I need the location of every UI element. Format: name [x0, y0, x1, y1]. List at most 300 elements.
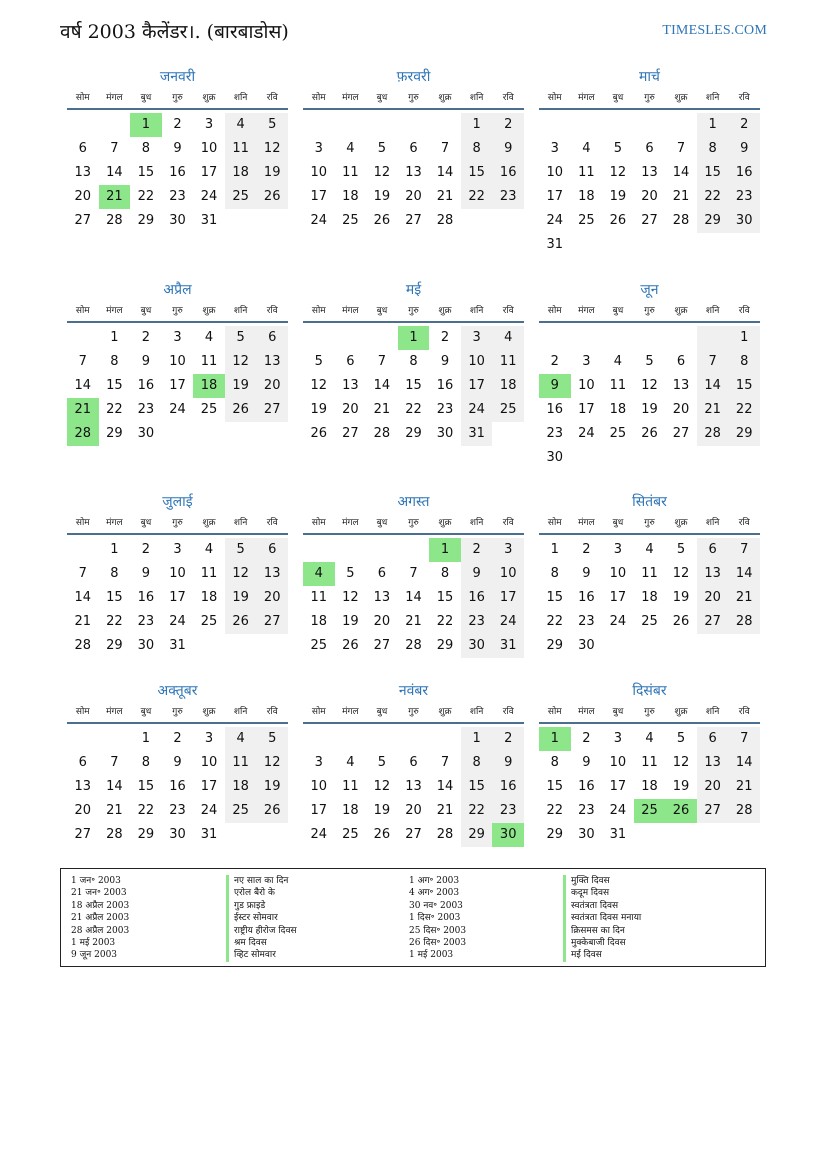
day-cell[interactable]: 7 [78, 566, 87, 581]
day-cell[interactable]: 10 [461, 350, 493, 374]
day-cell[interactable]: 11 [225, 751, 257, 775]
day-cell[interactable]: 3 [314, 141, 323, 156]
day-cell[interactable]: 2 [492, 727, 524, 751]
holiday-day-cell[interactable]: 9 [539, 374, 571, 398]
holiday-day-cell[interactable]: 1 [429, 538, 461, 562]
day-cell[interactable]: 21 [697, 398, 729, 422]
day-cell[interactable]: 17 [578, 402, 595, 417]
day-cell[interactable]: 1 [728, 326, 760, 350]
day-cell[interactable]: 29 [106, 426, 123, 441]
day-cell[interactable]: 31 [200, 827, 218, 842]
day-cell[interactable]: 25 [225, 185, 257, 209]
day-cell[interactable]: 13 [405, 779, 422, 794]
day-cell[interactable]: 11 [641, 755, 658, 770]
day-cell[interactable]: 20 [697, 586, 729, 610]
holiday-day-cell[interactable]: 21 [67, 398, 99, 422]
day-cell[interactable]: 15 [106, 378, 123, 393]
day-cell[interactable]: 19 [373, 189, 391, 204]
day-cell[interactable]: 28 [436, 827, 454, 842]
day-cell[interactable]: 19 [609, 189, 627, 204]
day-cell[interactable]: 1 [461, 727, 493, 751]
day-cell[interactable]: 12 [225, 562, 257, 586]
day-cell[interactable]: 23 [169, 803, 186, 818]
day-cell[interactable]: 26 [373, 213, 391, 228]
day-cell[interactable]: 29 [137, 213, 155, 228]
day-cell[interactable]: 27 [256, 610, 288, 634]
day-cell[interactable]: 30 [169, 827, 186, 842]
day-cell[interactable]: 23 [578, 614, 595, 629]
day-cell[interactable]: 26 [609, 213, 627, 228]
day-cell[interactable]: 26 [672, 614, 690, 629]
day-cell[interactable]: 17 [169, 378, 186, 393]
day-cell[interactable]: 13 [74, 165, 92, 180]
day-cell[interactable]: 12 [672, 755, 690, 770]
day-cell[interactable]: 21 [106, 803, 123, 818]
day-cell[interactable]: 10 [169, 566, 186, 581]
day-cell[interactable]: 15 [461, 161, 493, 185]
day-cell[interactable]: 15 [546, 779, 564, 794]
day-cell[interactable]: 5 [613, 141, 623, 156]
day-cell[interactable]: 2 [173, 117, 182, 132]
day-cell[interactable]: 5 [676, 731, 686, 746]
day-cell[interactable]: 16 [492, 161, 524, 185]
day-cell[interactable]: 10 [200, 755, 218, 770]
day-cell[interactable]: 6 [697, 538, 729, 562]
day-cell[interactable]: 20 [641, 189, 658, 204]
day-cell[interactable]: 31 [200, 213, 218, 228]
day-cell[interactable]: 25 [492, 398, 524, 422]
day-cell[interactable]: 20 [342, 402, 359, 417]
day-cell[interactable]: 22 [106, 614, 123, 629]
day-cell[interactable]: 30 [436, 426, 454, 441]
day-cell[interactable]: 22 [436, 614, 454, 629]
day-cell[interactable]: 10 [609, 755, 627, 770]
day-cell[interactable]: 20 [256, 586, 288, 610]
day-cell[interactable]: 18 [342, 803, 359, 818]
day-cell[interactable]: 3 [173, 542, 182, 557]
day-cell[interactable]: 6 [676, 354, 686, 369]
day-cell[interactable]: 15 [461, 775, 493, 799]
day-cell[interactable]: 22 [697, 185, 729, 209]
day-cell[interactable]: 14 [728, 751, 760, 775]
day-cell[interactable]: 23 [137, 614, 155, 629]
day-cell[interactable]: 2 [582, 731, 591, 746]
day-cell[interactable]: 20 [74, 189, 92, 204]
day-cell[interactable]: 19 [641, 402, 658, 417]
day-cell[interactable]: 5 [676, 542, 686, 557]
day-cell[interactable]: 4 [346, 141, 355, 156]
day-cell[interactable]: 23 [436, 402, 454, 417]
day-cell[interactable]: 14 [436, 779, 454, 794]
day-cell[interactable]: 18 [578, 189, 595, 204]
day-cell[interactable]: 8 [141, 755, 151, 770]
day-cell[interactable]: 30 [578, 638, 595, 653]
day-cell[interactable]: 25 [225, 799, 257, 823]
day-cell[interactable]: 22 [137, 803, 155, 818]
holiday-day-cell[interactable]: 21 [99, 185, 131, 209]
day-cell[interactable]: 23 [492, 185, 524, 209]
day-cell[interactable]: 22 [546, 614, 564, 629]
day-cell[interactable]: 13 [342, 378, 359, 393]
day-cell[interactable]: 5 [377, 141, 387, 156]
day-cell[interactable]: 13 [672, 378, 690, 393]
day-cell[interactable]: 1 [550, 542, 559, 557]
day-cell[interactable]: 11 [342, 779, 359, 794]
day-cell[interactable]: 29 [405, 426, 422, 441]
day-cell[interactable]: 17 [492, 586, 524, 610]
day-cell[interactable]: 4 [645, 731, 654, 746]
day-cell[interactable]: 11 [578, 165, 595, 180]
day-cell[interactable]: 19 [672, 590, 690, 605]
day-cell[interactable]: 25 [641, 614, 658, 629]
day-cell[interactable]: 22 [405, 402, 422, 417]
day-cell[interactable]: 27 [641, 213, 658, 228]
day-cell[interactable]: 3 [582, 354, 591, 369]
day-cell[interactable]: 7 [676, 141, 686, 156]
day-cell[interactable]: 9 [728, 137, 760, 161]
day-cell[interactable]: 15 [137, 165, 155, 180]
day-cell[interactable]: 24 [310, 213, 328, 228]
day-cell[interactable]: 3 [173, 330, 182, 345]
day-cell[interactable]: 6 [377, 566, 387, 581]
day-cell[interactable]: 24 [169, 402, 186, 417]
day-cell[interactable]: 16 [137, 590, 155, 605]
day-cell[interactable]: 9 [492, 137, 524, 161]
day-cell[interactable]: 19 [310, 402, 328, 417]
day-cell[interactable]: 26 [342, 638, 359, 653]
day-cell[interactable]: 11 [310, 590, 328, 605]
day-cell[interactable]: 17 [310, 189, 328, 204]
day-cell[interactable]: 13 [697, 751, 729, 775]
day-cell[interactable]: 27 [405, 827, 422, 842]
day-cell[interactable]: 26 [256, 799, 288, 823]
holiday-day-cell[interactable]: 4 [303, 562, 335, 586]
day-cell[interactable]: 8 [550, 755, 559, 770]
day-cell[interactable]: 29 [728, 422, 760, 446]
day-cell[interactable]: 9 [440, 354, 450, 369]
day-cell[interactable]: 18 [310, 614, 328, 629]
day-cell[interactable]: 3 [314, 755, 323, 770]
day-cell[interactable]: 16 [578, 779, 595, 794]
day-cell[interactable]: 1 [110, 330, 119, 345]
day-cell[interactable]: 13 [641, 165, 658, 180]
day-cell[interactable]: 22 [546, 803, 564, 818]
day-cell[interactable]: 18 [641, 779, 658, 794]
day-cell[interactable]: 6 [78, 141, 87, 156]
day-cell[interactable]: 31 [461, 422, 493, 446]
day-cell[interactable]: 7 [728, 727, 760, 751]
day-cell[interactable]: 20 [672, 402, 690, 417]
day-cell[interactable]: 29 [137, 827, 155, 842]
day-cell[interactable]: 11 [492, 350, 524, 374]
day-cell[interactable]: 29 [436, 638, 454, 653]
day-cell[interactable]: 6 [697, 727, 729, 751]
day-cell[interactable]: 10 [310, 165, 328, 180]
day-cell[interactable]: 2 [728, 113, 760, 137]
day-cell[interactable]: 16 [436, 378, 454, 393]
day-cell[interactable]: 20 [405, 189, 422, 204]
day-cell[interactable]: 4 [346, 755, 355, 770]
day-cell[interactable]: 7 [110, 755, 119, 770]
day-cell[interactable]: 3 [550, 141, 559, 156]
day-cell[interactable]: 21 [436, 189, 454, 204]
day-cell[interactable]: 11 [641, 566, 658, 581]
day-cell[interactable]: 5 [256, 113, 288, 137]
holiday-day-cell[interactable]: 1 [539, 727, 571, 751]
day-cell[interactable]: 25 [310, 638, 328, 653]
day-cell[interactable]: 28 [672, 213, 690, 228]
day-cell[interactable]: 23 [461, 610, 493, 634]
day-cell[interactable]: 16 [461, 586, 493, 610]
day-cell[interactable]: 23 [137, 402, 155, 417]
day-cell[interactable]: 16 [578, 590, 595, 605]
day-cell[interactable]: 28 [373, 426, 391, 441]
day-cell[interactable]: 18 [641, 590, 658, 605]
holiday-day-cell[interactable]: 26 [665, 799, 697, 823]
day-cell[interactable]: 24 [310, 827, 328, 842]
day-cell[interactable]: 31 [169, 638, 186, 653]
day-cell[interactable]: 22 [728, 398, 760, 422]
day-cell[interactable]: 18 [492, 374, 524, 398]
day-cell[interactable]: 24 [609, 803, 627, 818]
day-cell[interactable]: 6 [256, 326, 288, 350]
day-cell[interactable]: 29 [461, 823, 493, 847]
day-cell[interactable]: 14 [728, 562, 760, 586]
day-cell[interactable]: 3 [613, 542, 623, 557]
day-cell[interactable]: 2 [492, 113, 524, 137]
day-cell[interactable]: 9 [141, 566, 151, 581]
day-cell[interactable]: 30 [461, 634, 493, 658]
day-cell[interactable]: 15 [106, 590, 123, 605]
day-cell[interactable]: 1 [110, 542, 119, 557]
day-cell[interactable]: 4 [582, 141, 591, 156]
day-cell[interactable]: 10 [546, 165, 564, 180]
day-cell[interactable]: 1 [461, 113, 493, 137]
day-cell[interactable]: 12 [225, 350, 257, 374]
day-cell[interactable]: 12 [256, 137, 288, 161]
day-cell[interactable]: 27 [342, 426, 359, 441]
day-cell[interactable]: 1 [697, 113, 729, 137]
day-cell[interactable]: 27 [373, 638, 391, 653]
day-cell[interactable]: 11 [200, 566, 218, 581]
day-cell[interactable]: 25 [200, 614, 218, 629]
day-cell[interactable]: 9 [141, 354, 151, 369]
day-cell[interactable]: 15 [137, 779, 155, 794]
day-cell[interactable]: 4 [645, 542, 654, 557]
day-cell[interactable]: 26 [256, 185, 288, 209]
day-cell[interactable]: 14 [106, 779, 123, 794]
day-cell[interactable]: 4 [613, 354, 623, 369]
day-cell[interactable]: 20 [256, 374, 288, 398]
day-cell[interactable]: 23 [578, 803, 595, 818]
day-cell[interactable]: 18 [342, 189, 359, 204]
day-cell[interactable]: 8 [110, 566, 119, 581]
day-cell[interactable]: 12 [342, 590, 359, 605]
day-cell[interactable]: 17 [546, 189, 564, 204]
day-cell[interactable]: 9 [173, 141, 182, 156]
day-cell[interactable]: 15 [436, 590, 454, 605]
day-cell[interactable]: 14 [672, 165, 690, 180]
day-cell[interactable]: 2 [173, 731, 182, 746]
day-cell[interactable]: 17 [200, 165, 218, 180]
day-cell[interactable]: 25 [578, 213, 595, 228]
day-cell[interactable]: 18 [225, 161, 257, 185]
day-cell[interactable]: 5 [346, 566, 355, 581]
day-cell[interactable]: 9 [582, 566, 591, 581]
day-cell[interactable]: 6 [409, 755, 418, 770]
day-cell[interactable]: 30 [137, 638, 155, 653]
day-cell[interactable]: 16 [728, 161, 760, 185]
day-cell[interactable]: 27 [74, 213, 92, 228]
day-cell[interactable]: 20 [373, 614, 391, 629]
day-cell[interactable]: 28 [436, 213, 454, 228]
day-cell[interactable]: 17 [200, 779, 218, 794]
day-cell[interactable]: 8 [141, 141, 151, 156]
day-cell[interactable]: 5 [225, 538, 257, 562]
day-cell[interactable]: 20 [74, 803, 92, 818]
day-cell[interactable]: 11 [225, 137, 257, 161]
day-cell[interactable]: 23 [546, 426, 564, 441]
day-cell[interactable]: 16 [546, 402, 564, 417]
holiday-day-cell[interactable]: 18 [193, 374, 225, 398]
day-cell[interactable]: 28 [697, 422, 729, 446]
day-cell[interactable]: 17 [169, 590, 186, 605]
day-cell[interactable]: 27 [256, 398, 288, 422]
day-cell[interactable]: 16 [169, 779, 186, 794]
day-cell[interactable]: 28 [728, 799, 760, 823]
day-cell[interactable]: 13 [697, 562, 729, 586]
holiday-day-cell[interactable]: 1 [130, 113, 162, 137]
day-cell[interactable]: 7 [728, 538, 760, 562]
day-cell[interactable]: 12 [310, 378, 328, 393]
day-cell[interactable]: 25 [342, 827, 359, 842]
day-cell[interactable]: 24 [492, 610, 524, 634]
day-cell[interactable]: 28 [106, 213, 123, 228]
day-cell[interactable]: 8 [110, 354, 119, 369]
day-cell[interactable]: 17 [310, 803, 328, 818]
day-cell[interactable]: 16 [492, 775, 524, 799]
day-cell[interactable]: 12 [641, 378, 658, 393]
day-cell[interactable]: 8 [440, 566, 450, 581]
day-cell[interactable]: 4 [204, 330, 214, 345]
day-cell[interactable]: 7 [409, 566, 418, 581]
day-cell[interactable]: 7 [440, 755, 450, 770]
day-cell[interactable]: 19 [672, 779, 690, 794]
day-cell[interactable]: 9 [582, 755, 591, 770]
day-cell[interactable]: 14 [74, 590, 92, 605]
day-cell[interactable]: 31 [492, 634, 524, 658]
day-cell[interactable]: 4 [492, 326, 524, 350]
day-cell[interactable]: 23 [169, 189, 186, 204]
day-cell[interactable]: 18 [225, 775, 257, 799]
day-cell[interactable]: 24 [169, 614, 186, 629]
day-cell[interactable]: 5 [225, 326, 257, 350]
day-cell[interactable]: 26 [310, 426, 328, 441]
day-cell[interactable]: 2 [582, 542, 591, 557]
day-cell[interactable]: 13 [256, 562, 288, 586]
day-cell[interactable]: 24 [200, 189, 218, 204]
day-cell[interactable]: 12 [373, 779, 391, 794]
day-cell[interactable]: 28 [74, 638, 92, 653]
day-cell[interactable]: 7 [110, 141, 119, 156]
day-cell[interactable]: 2 [550, 354, 559, 369]
day-cell[interactable]: 11 [200, 354, 218, 369]
day-cell[interactable]: 20 [697, 775, 729, 799]
day-cell[interactable]: 10 [200, 141, 218, 156]
day-cell[interactable]: 13 [256, 350, 288, 374]
day-cell[interactable]: 16 [137, 378, 155, 393]
day-cell[interactable]: 9 [461, 562, 493, 586]
day-cell[interactable]: 26 [225, 610, 257, 634]
day-cell[interactable]: 31 [609, 827, 627, 842]
day-cell[interactable]: 23 [728, 185, 760, 209]
day-cell[interactable]: 21 [74, 614, 92, 629]
day-cell[interactable]: 2 [141, 330, 151, 345]
site-link[interactable]: TIMESLES.COM [662, 23, 767, 38]
day-cell[interactable]: 11 [609, 378, 627, 393]
day-cell[interactable]: 28 [405, 638, 422, 653]
day-cell[interactable]: 9 [492, 751, 524, 775]
day-cell[interactable]: 8 [409, 354, 418, 369]
day-cell[interactable]: 10 [169, 354, 186, 369]
day-cell[interactable]: 24 [546, 213, 564, 228]
day-cell[interactable]: 14 [405, 590, 422, 605]
day-cell[interactable]: 4 [225, 113, 257, 137]
day-cell[interactable]: 4 [204, 542, 214, 557]
day-cell[interactable]: 12 [256, 751, 288, 775]
day-cell[interactable]: 27 [697, 610, 729, 634]
day-cell[interactable]: 25 [200, 402, 218, 417]
day-cell[interactable]: 22 [106, 402, 123, 417]
day-cell[interactable]: 7 [697, 350, 729, 374]
day-cell[interactable]: 15 [728, 374, 760, 398]
holiday-day-cell[interactable]: 25 [634, 799, 666, 823]
day-cell[interactable]: 3 [461, 326, 493, 350]
day-cell[interactable]: 29 [546, 638, 564, 653]
day-cell[interactable]: 15 [405, 378, 422, 393]
day-cell[interactable]: 10 [609, 566, 627, 581]
day-cell[interactable]: 29 [106, 638, 123, 653]
day-cell[interactable]: 20 [405, 803, 422, 818]
day-cell[interactable]: 17 [609, 590, 627, 605]
day-cell[interactable]: 4 [225, 727, 257, 751]
day-cell[interactable]: 14 [106, 165, 123, 180]
day-cell[interactable]: 13 [405, 165, 422, 180]
day-cell[interactable]: 6 [409, 141, 418, 156]
day-cell[interactable]: 3 [204, 731, 214, 746]
day-cell[interactable]: 5 [314, 354, 323, 369]
day-cell[interactable]: 6 [645, 141, 654, 156]
day-cell[interactable]: 30 [728, 209, 760, 233]
day-cell[interactable]: 11 [342, 165, 359, 180]
day-cell[interactable]: 5 [377, 755, 387, 770]
day-cell[interactable]: 30 [169, 213, 186, 228]
day-cell[interactable]: 26 [373, 827, 391, 842]
day-cell[interactable]: 19 [225, 586, 257, 610]
day-cell[interactable]: 17 [609, 779, 627, 794]
day-cell[interactable]: 2 [440, 330, 450, 345]
day-cell[interactable]: 12 [373, 165, 391, 180]
day-cell[interactable]: 19 [373, 803, 391, 818]
day-cell[interactable]: 14 [697, 374, 729, 398]
day-cell[interactable]: 25 [342, 213, 359, 228]
day-cell[interactable]: 14 [436, 165, 454, 180]
day-cell[interactable]: 21 [728, 775, 760, 799]
day-cell[interactable]: 21 [672, 189, 690, 204]
day-cell[interactable]: 15 [697, 161, 729, 185]
day-cell[interactable]: 8 [461, 137, 493, 161]
day-cell[interactable]: 5 [256, 727, 288, 751]
